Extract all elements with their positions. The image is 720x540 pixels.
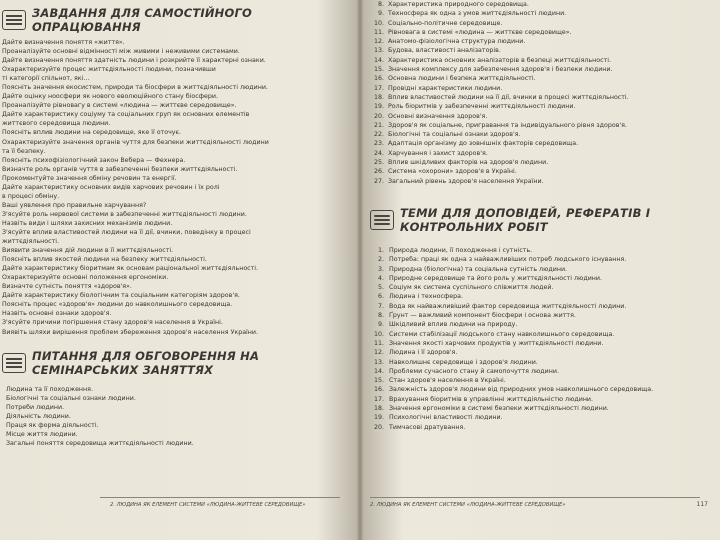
- running-footer: 2. ЛЮДИНА ЯК ЕЛЕМЕНТ СИСТЕМИ «ЛЮДИНА-ЖИТТЄВЕ СЕРЕДОВИЩЕ»: [110, 502, 306, 508]
- seminar-item: Місце життя людини.: [6, 430, 78, 438]
- continued-topic-list: [370, 0, 712, 186]
- task-item: Поясніть психофізіологічний закон Вебера — Фехнера.: [2, 156, 186, 164]
- item-text: Потреба: праці як одна з найважливіших потреб людського існування.: [389, 256, 627, 264]
- item-number: 16.: [373, 75, 384, 83]
- task-item: Проаналізуйте основні відмінності між живими і неживими системами.: [2, 48, 240, 56]
- item-number: 24.: [373, 149, 384, 157]
- item-number: 19.: [373, 414, 384, 422]
- task-item: Дайте визначення поняття «життя».: [2, 39, 125, 46]
- list-item: [370, 311, 712, 320]
- list-item: [370, 376, 712, 385]
- item-number: 13.: [373, 358, 384, 366]
- list-item: [370, 385, 712, 394]
- list-item: [370, 348, 712, 357]
- item-text: Навколишнє середовище і здоров'я людини.: [389, 358, 538, 366]
- list-item: [370, 330, 712, 339]
- item-text: Тимчасові дратування.: [389, 423, 466, 431]
- item-number: 10.: [373, 19, 384, 27]
- item-text: Основна людини і безпека життєдіяльності.: [388, 75, 536, 83]
- right-page: [362, 0, 720, 520]
- item-text: Психологічні властивості людини.: [389, 414, 503, 422]
- list-item: [370, 367, 712, 376]
- self-study-task-list: [2, 38, 347, 337]
- list-item: [370, 93, 712, 102]
- item-number: 7.: [377, 302, 384, 310]
- item-number: 4.: [377, 274, 384, 282]
- item-number: 2.: [377, 256, 384, 264]
- task-item: Дайте визначення поняття здатність людини і розкрийте її характерні ознаки.: [2, 57, 266, 65]
- list-item: [370, 404, 712, 413]
- list-item: [370, 246, 712, 255]
- item-text: Значення комплексу для забезпечення здоров'я і безпеки людини.: [388, 66, 613, 74]
- list-item: [370, 84, 712, 93]
- task-item: З'ясуйте вплив властивостей людини на її дії, вчинки, поведінку в процесі: [2, 228, 251, 236]
- item-number: 26.: [373, 168, 384, 176]
- item-number: 5.: [377, 284, 384, 292]
- item-number: 12.: [373, 349, 384, 357]
- item-text: Значення якості харчових продуктів у життєдіяльності людини.: [389, 339, 604, 347]
- list-item: [370, 130, 712, 139]
- list-item: [370, 65, 712, 74]
- task-item: З'ясуйте причини погіршення стану здоров'я населення в Україні.: [2, 319, 223, 327]
- item-text: Соціально-політичне середовище.: [388, 19, 503, 27]
- list-item: [370, 274, 712, 283]
- task-item: Назвіть види і шляхи захисних механізмів людини.: [2, 219, 173, 227]
- list-item: [370, 339, 712, 348]
- item-number: 3.: [377, 265, 384, 273]
- item-text: Шкідливий вплив людини на природу.: [389, 321, 518, 329]
- footer-rule: [100, 497, 340, 498]
- item-number: 14.: [373, 367, 384, 375]
- item-number: 8.: [377, 312, 384, 320]
- discussion-icon: [2, 353, 26, 373]
- task-item: Прокоментуйте значення обміну речовин та енергії.: [2, 174, 177, 182]
- item-number: 6.: [377, 293, 384, 301]
- task-item: Поясніть вплив якостей людини на безпеку життєдіяльності.: [2, 256, 207, 264]
- item-text: Анатомо-фізіологічна структура людини.: [388, 38, 526, 46]
- item-number: 20.: [373, 423, 384, 431]
- list-item: [370, 265, 712, 274]
- item-text: Вплив шкідливих факторів на здоров'я людини.: [388, 159, 549, 167]
- list-item: [370, 302, 712, 311]
- list-item: [370, 0, 712, 9]
- seminar-item: Діяльність людини.: [6, 412, 71, 420]
- list-item: [370, 74, 712, 83]
- item-text: Вода як найважливіший фактор середовища життєдіяльності людини.: [389, 302, 627, 310]
- task-item: Визначте роль органів чуття в забезпеченні безпеки життєдіяльності.: [2, 165, 238, 173]
- item-text: Людина і її здоров'я.: [389, 349, 458, 357]
- task-item: життєвого середовища людини.: [2, 120, 111, 128]
- item-number: 13.: [373, 47, 384, 55]
- seminar-item: Біологічні та соціальні ознаки людини.: [6, 394, 136, 402]
- item-number: 15.: [373, 66, 384, 74]
- item-number: 1.: [377, 246, 384, 254]
- item-text: Залежність здоров'я людини від природних умов навколишнього середовища.: [389, 386, 654, 394]
- item-text: Основні визначення здоров'я.: [388, 112, 488, 120]
- list-item: [370, 158, 712, 167]
- item-text: Значення ергономіки в системі безпеки життєдіяльності людини.: [389, 404, 609, 412]
- list-item: [370, 358, 712, 367]
- task-item: ті категорії спільнот, які...: [2, 75, 90, 83]
- list-item: [370, 9, 712, 18]
- item-text: Провідні характеристики людини.: [388, 84, 503, 92]
- item-number: 16.: [373, 386, 384, 394]
- item-text: Характеристика природного середовища.: [388, 1, 529, 8]
- task-item: Дайте характеристику біологічним та соціальним категоріям здоров'я.: [2, 292, 240, 300]
- item-number: 17.: [373, 84, 384, 92]
- item-text: Системи стабілізації людського стану навколишнього середовища.: [389, 330, 615, 338]
- list-item: [370, 255, 712, 264]
- item-number: 25.: [373, 159, 384, 167]
- item-number: 15.: [373, 377, 384, 385]
- list-item: [370, 121, 712, 130]
- list-item: [370, 139, 712, 148]
- seminar-item: Загальні поняття середовища життєдіяльності людини.: [6, 439, 194, 447]
- item-number: 11.: [373, 28, 384, 36]
- task-item: Визначте сутність поняття «здоров'я».: [2, 283, 132, 291]
- item-text: Система «охорони» здоров'я в Україні.: [388, 168, 517, 176]
- heading-text: ТЕМИ ДЛЯ ДОПОВІДЕЙ, РЕФЕРАТІВ І КОНТРОЛЬНИХ РОБІТ: [400, 205, 651, 234]
- item-text: Природа людини, її походження і сутність.: [389, 246, 533, 254]
- list-item: [370, 395, 712, 404]
- list-item: [370, 56, 712, 65]
- item-text: Роль біоритмів у забезпеченні життєдіяльності людини.: [388, 103, 576, 111]
- item-text: Характеристика основних аналізаторів в безпеці життєдіяльності.: [388, 56, 611, 64]
- item-text: Біологічні та соціальні ознаки здоров'я.: [388, 131, 521, 139]
- list-item: [370, 320, 712, 329]
- item-number: 17.: [373, 395, 384, 403]
- item-number: 22.: [373, 131, 384, 139]
- seminar-question-list: [2, 385, 347, 448]
- task-item: Дайте характеристику основних видів харчових речовин і їх ролі: [2, 183, 220, 191]
- task-item: Дайте характеристику соціуму та соціальних груп як основних елементів: [2, 111, 250, 119]
- task-item: Виявіть шляхи вирішення проблем збереження здоров'я населення України.: [2, 328, 259, 336]
- section-heading-essays: [370, 206, 712, 234]
- heading-text: ПИТАННЯ ДЛЯ ОБГОВОРЕННЯ НА СЕМІНАРСЬКИХ ЗАНЯТТЯХ: [32, 348, 260, 377]
- footer-rule: [370, 497, 700, 498]
- page-number: 117: [696, 501, 708, 508]
- task-item: Поясніть значення екосистем, природи та біосфери в життєдіяльності людини.: [2, 84, 268, 92]
- list-item: [370, 292, 712, 301]
- list-item: [370, 19, 712, 28]
- task-item: Охарактеризуйте значення органів чуття для безпеки життєдіяльності людини: [2, 138, 269, 146]
- essay-topic-list: [370, 246, 712, 432]
- task-item: З'ясуйте роль нервової системи в забезпеченні життєдіяльності людини.: [2, 210, 247, 218]
- item-text: Техносфера як одна з умов життєдіяльності людини.: [388, 10, 567, 18]
- item-number: 20.: [373, 112, 384, 120]
- list-item: [370, 28, 712, 37]
- task-item: та її безпеку.: [2, 147, 46, 155]
- list-item: [370, 423, 712, 432]
- item-text: Будова, властивості аналізаторів.: [388, 47, 501, 55]
- item-text: Загальний рівень здоров'я населення України.: [388, 177, 544, 185]
- item-text: Природна (біологічна) та соціальна сутність людини.: [389, 265, 568, 273]
- task-item: Поясніть процес «здоров'я» людини до навколишнього середовища.: [2, 301, 233, 309]
- task-item: Дайте характеристику біоритмам як основам раціональної життєдіяльності.: [2, 265, 259, 273]
- task-item: Проаналізуйте рівновагу в системі «людина — життєве середовище».: [2, 102, 237, 110]
- list-item: [370, 46, 712, 55]
- task-item: Дайте оцінку ноосфери як нового еволюційного стану біосфери.: [2, 93, 219, 101]
- seminar-item: Людина та її походження.: [6, 385, 93, 393]
- left-page: [0, 0, 355, 520]
- item-number: 18.: [373, 93, 384, 101]
- item-number: 18.: [373, 404, 384, 412]
- item-number: 12.: [373, 38, 384, 46]
- item-text: Ґрунт — важливий компонент біосфери і основа життя.: [389, 312, 576, 320]
- item-number: 19.: [373, 103, 384, 111]
- item-number: 23.: [373, 140, 384, 148]
- list-item: [370, 112, 712, 121]
- task-item: життєдіяльності.: [2, 238, 60, 246]
- list-item: [370, 413, 712, 422]
- item-text: Природне середовище та його роль у життєдіяльності людини.: [389, 274, 603, 282]
- seminar-item: Праця як форма діяльності.: [6, 421, 99, 429]
- item-number: 9.: [377, 321, 384, 329]
- item-number: 9.: [377, 10, 384, 18]
- item-text: Людина і техносфера.: [389, 293, 464, 301]
- item-text: Проблеми сучасного стану й самопочуття людини.: [389, 367, 559, 375]
- list-item: [370, 177, 712, 186]
- seminar-item: Потреби людини.: [6, 403, 65, 411]
- section-heading-seminar: [2, 349, 347, 377]
- task-item: Назвіть основні ознаки здоров'я.: [2, 310, 112, 318]
- task-item: Виявити значення дій людини в її життєдіяльності.: [2, 247, 174, 255]
- item-text: Соціум як система суспільного співжиття людей.: [389, 284, 554, 292]
- heading-text: ЗАВДАННЯ ДЛЯ САМОСТІЙНОГО ОПРАЦЮВАННЯ: [32, 6, 252, 34]
- item-text: Врахування біоритмів в управлінні життєдіяльністю людини.: [389, 395, 594, 403]
- item-number: 27.: [373, 177, 384, 185]
- item-text: Вплив властивостей людини на її дії, вчинки в процесі життєдіяльності.: [388, 93, 629, 101]
- item-text: Стан здоров'я населення в Україні.: [389, 377, 506, 385]
- list-item: [370, 283, 712, 292]
- item-text: Рівновага в системі «людина — життєве середовище».: [388, 28, 572, 36]
- pen-paper-icon: [370, 210, 394, 230]
- list-item: [370, 37, 712, 46]
- item-text: Адаптація організму до зовнішніх факторів середовища.: [388, 140, 579, 148]
- task-item: Поясніть вплив людини на середовище, яке її оточує.: [2, 129, 181, 137]
- item-number: 8.: [377, 1, 384, 8]
- running-footer: 2. ЛЮДИНА ЯК ЕЛЕМЕНТ СИСТЕМИ «ЛЮДИНА-ЖИТТЄВЕ СЕРЕДОВИЩЕ»: [370, 502, 566, 508]
- item-number: 14.: [373, 56, 384, 64]
- list-item: [370, 149, 712, 158]
- notebook-icon: [2, 10, 26, 30]
- task-item: Ваші уявлення про правильне харчування?: [2, 201, 147, 209]
- task-item: Охарактеризуйте процес життєдіяльності людини, позначивши: [2, 66, 216, 74]
- item-number: 21.: [373, 121, 384, 129]
- item-number: 10.: [373, 330, 384, 338]
- task-item: Охарактеризуйте основні положення ергономіки.: [2, 274, 169, 282]
- task-item: в процесі обміну.: [2, 192, 60, 200]
- item-text: Здоров'я як соціальне, пригравання та індивідуального рівня здоров'я.: [388, 121, 627, 129]
- item-number: 11.: [373, 339, 384, 347]
- list-item: [370, 102, 712, 111]
- item-text: Харчування і захист здоров'я.: [388, 149, 488, 157]
- list-item: [370, 167, 712, 176]
- section-heading-self-study: [2, 6, 347, 34]
